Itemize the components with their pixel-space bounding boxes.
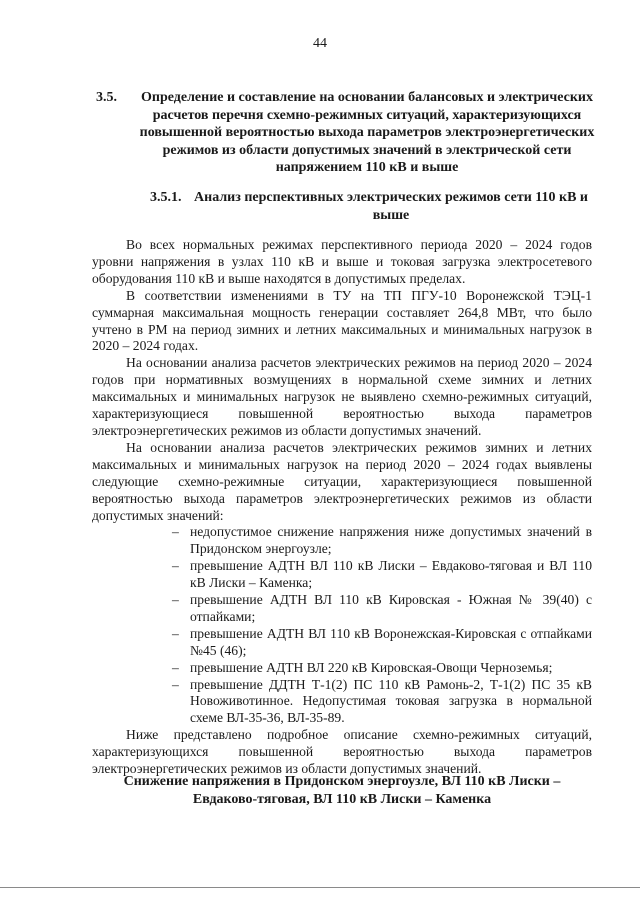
- list-marker: –: [172, 676, 179, 692]
- paragraph: На основании анализа расчетов электрических режимов зимних и летних максимальных и минимальных нагрузок на период 2020 – 2024 годах выявлены следующие схемно-режимные ситуации, характеризующиеся повышенной вероятностью выхода параметров электроэнергетических режимов из области допустимых значений:: [92, 439, 592, 523]
- list-item: [172, 677, 592, 728]
- list-item-text: превышение АДТН ВЛ 220 кВ Кировская-Овощи Черноземья;: [190, 659, 553, 675]
- section-heading: [96, 89, 596, 177]
- list-item-text: недопустимое снижение напряжения ниже допустимых значений в Придонском энергоузле;: [190, 524, 592, 557]
- subsection-title: Анализ перспективных электрических режимов сети 110 кВ и выше: [194, 190, 588, 223]
- list-item: [172, 660, 592, 677]
- paragraph: Во всех нормальных режимах перспективного периода 2020 – 2024 годов уровни напряжения в узлах 110 кВ и выше и токовая загрузка электросетевого оборудования 110 кВ и выше находятся в допустимых пределах.: [92, 237, 592, 286]
- page-number: 44: [313, 36, 327, 51]
- list-item: [172, 558, 592, 592]
- subsection-heading: [150, 189, 590, 224]
- list-marker: –: [172, 524, 179, 540]
- list-item-text: превышение АДТН ВЛ 110 кВ Лиски – Евдаково-тяговая и ВЛ 110 кВ Лиски – Каменка;: [190, 558, 592, 591]
- list-item-text: превышение АДТН ВЛ 110 кВ Воронежская-Кировская с отпайками №45 (46);: [190, 625, 592, 658]
- list-marker: –: [172, 592, 179, 608]
- list-item: [172, 524, 592, 558]
- section-number: 3.5.: [96, 90, 117, 105]
- bottom-heading: Снижение напряжения в Придонском энергоузле, ВЛ 110 кВ Лиски – Евдаково-тяговая, ВЛ 110 кВ Лиски – Каменка: [123, 774, 561, 807]
- list-item-text: превышение ДДТН Т-1(2) ПС 110 кВ Рамонь-2, Т-1(2) ПС 35 кВ Новоживотинное. Недопустимая токовая загрузка в нормальной схеме ВЛ-35-36, ВЛ-35-89.: [190, 676, 592, 726]
- list-item-text: превышение АДТН ВЛ 110 кВ Кировская - Южная № 39(40) с отпайками;: [190, 592, 592, 624]
- paragraph: В соответствии изменениями в ТУ на ТП ПГУ-10 Воронежской ТЭЦ-1 суммарная максимальная мощность генерации составляет 264,8 МВт, что было учтено в РМ на период зимних и летних максимальных и минимальных нагрузок в 2020 – 2024 годах.: [92, 287, 592, 354]
- body-text: [92, 237, 592, 778]
- situations-list: [92, 524, 592, 727]
- paragraph: На основании анализа расчетов электрических режимов на период 2020 – 2024 годов при нормативных возмущениях в нормальной схеме зимних и летних максимальных и минимальных нагрузок не выявлено схемно-режимных ситуаций, характеризующиеся повышенной вероятностью выхода параметров электроэнергетических режимов из области допустимых значений.: [92, 355, 592, 438]
- list-item: [172, 592, 592, 626]
- section-title: Определение и составление на основании балансовых и электрических расчетов перечня схемно-режимных ситуаций, характеризующихся повышенной вероятностью выхода параметров электроэнергетических режимов из области допустимых значений в электрической сети напряжением 110 кВ и выше: [139, 90, 595, 175]
- subsection-number: 3.5.1.: [150, 190, 182, 205]
- list-marker: –: [172, 625, 179, 641]
- footer-rule: [0, 887, 640, 888]
- list-item: [172, 626, 592, 660]
- list-marker: –: [172, 558, 179, 574]
- closing-paragraph: Ниже представлено подробное описание схемно-режимных ситуаций, характеризующихся повышенной вероятностью выхода параметров электроэнергетических режимов из области допустимых значений.: [92, 727, 592, 777]
- list-marker: –: [172, 659, 179, 675]
